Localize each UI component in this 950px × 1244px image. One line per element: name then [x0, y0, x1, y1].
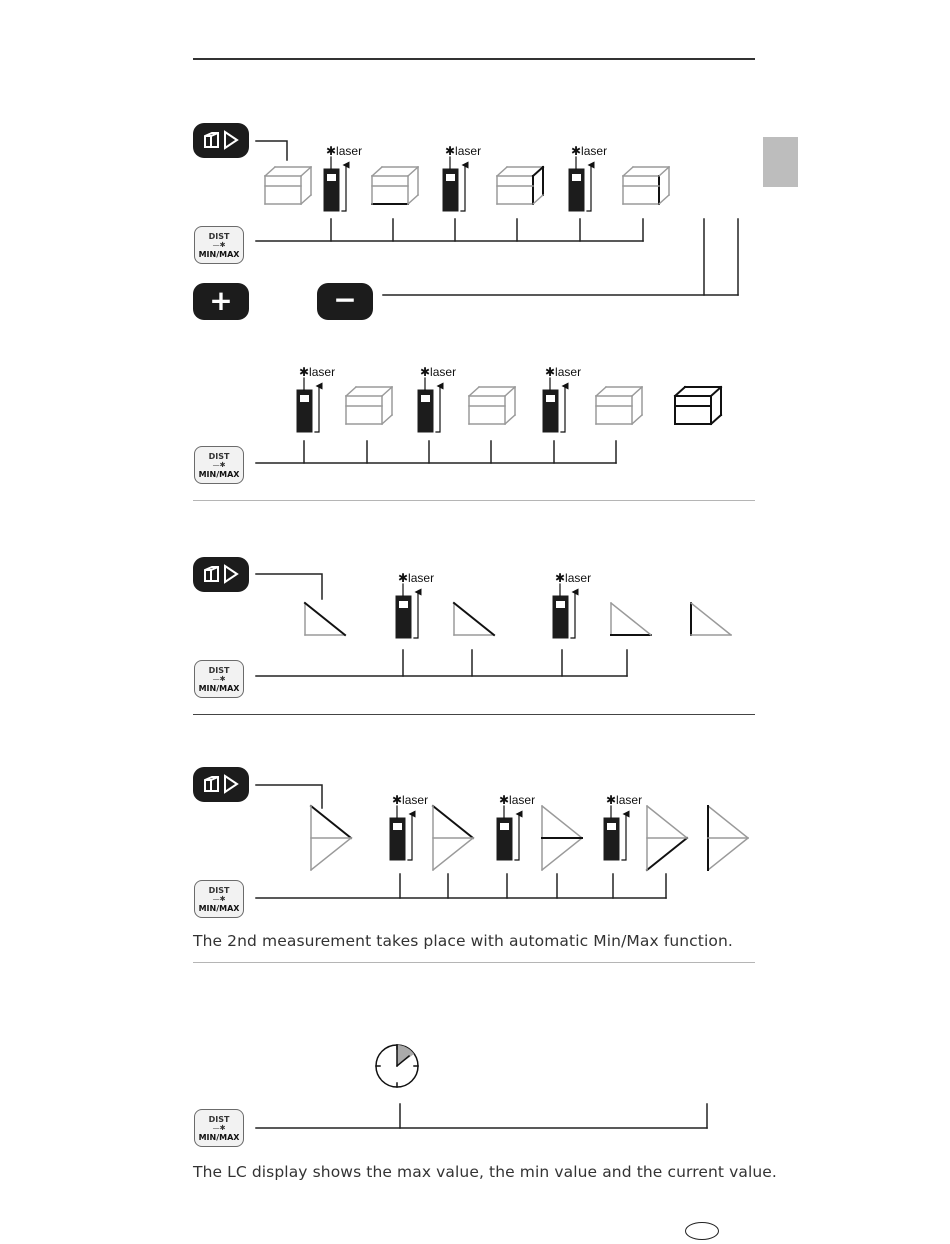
box-edge	[301, 195, 311, 204]
dist-label: DIST	[208, 666, 230, 675]
pythagoras-icon	[708, 806, 748, 870]
laser-meter-icon	[497, 793, 535, 860]
box-edge	[505, 387, 515, 396]
triangle-edge	[454, 603, 494, 635]
room-box-icon	[675, 387, 721, 424]
laser-beam-icon	[571, 592, 575, 638]
minmax-label: MIN/MAX	[198, 1133, 240, 1142]
triangle-edge	[311, 838, 351, 870]
triangle-edge	[611, 603, 651, 635]
triangle-edge	[708, 806, 748, 838]
room-box-icon	[346, 387, 392, 424]
box-edge	[497, 167, 507, 176]
box-edge	[675, 387, 685, 396]
lc-display-caption: The LC display shows the max value, the min value and the current value.	[193, 1163, 777, 1181]
box-edge	[711, 415, 721, 424]
box-edge	[382, 415, 392, 424]
function-connector	[256, 141, 287, 160]
box-edge	[596, 387, 606, 396]
device-screen	[607, 823, 616, 830]
box-edge	[632, 415, 642, 424]
laser-meter-icon	[604, 793, 642, 860]
laser-beam-icon	[342, 165, 346, 211]
triangle-edge	[647, 838, 687, 870]
room-box-icon	[596, 387, 642, 424]
laser-label: ✱laser	[606, 793, 643, 807]
laser-label: ✱laser	[571, 144, 608, 158]
laser-beam-icon	[561, 386, 565, 432]
triangle-edge	[647, 806, 687, 838]
laser-meter-icon	[443, 144, 481, 211]
device-screen	[572, 174, 581, 181]
pythagoras-icon	[542, 806, 582, 870]
triangle-edge	[433, 806, 473, 838]
laser-label: ✱laser	[392, 793, 429, 807]
box-edge	[623, 167, 633, 176]
laser-meter-icon	[569, 144, 607, 211]
minmax-label: MIN/MAX	[198, 250, 240, 259]
triangle-edge	[542, 838, 582, 870]
laser-label: ✱laser	[420, 365, 457, 379]
laser-beam-icon	[461, 165, 465, 211]
language-badge	[685, 1222, 719, 1240]
minmax-label: MIN/MAX	[198, 470, 240, 479]
device-screen	[546, 395, 555, 402]
laser-beam-icon	[436, 386, 440, 432]
plus-label: +	[209, 284, 233, 317]
laser-meter-icon	[418, 365, 456, 432]
device-screen	[446, 174, 455, 181]
device-screen	[500, 823, 509, 830]
device-screen	[393, 823, 402, 830]
laser-meter-icon	[324, 144, 362, 211]
laser-star-icon: —✱	[212, 895, 226, 903]
box-edge	[533, 195, 543, 204]
function-connector	[256, 785, 322, 808]
triangle-edge	[542, 806, 582, 838]
pythagoras-icon	[433, 806, 473, 870]
box-edge	[346, 387, 356, 396]
clock-icon	[376, 1045, 418, 1087]
pythagoras-icon	[647, 806, 687, 870]
triangle-edge	[311, 806, 351, 838]
triangle-edge	[305, 603, 345, 635]
laser-beam-icon	[408, 814, 412, 860]
triangle-edge	[433, 838, 473, 870]
device-screen	[399, 601, 408, 608]
laser-meter-icon	[553, 571, 591, 638]
laser-label: ✱laser	[545, 365, 582, 379]
function-connector	[256, 574, 322, 599]
dist-label: DIST	[208, 1115, 230, 1124]
room-box-icon	[469, 387, 515, 424]
laser-star-icon: —✱	[212, 241, 226, 249]
box-edge	[659, 167, 669, 176]
laser-beam-icon	[587, 165, 591, 211]
box-edge	[533, 167, 543, 176]
box-edge	[408, 167, 418, 176]
dist-label: DIST	[208, 452, 230, 461]
triangle-icon	[454, 603, 494, 635]
laser-beam-icon	[315, 386, 319, 432]
room-box-icon	[372, 167, 418, 204]
triangle-icon	[691, 603, 731, 635]
laser-star-icon: —✱	[212, 1124, 226, 1132]
triangle-icon	[305, 603, 345, 635]
triangle-icon	[611, 603, 651, 635]
room-box-icon	[497, 167, 543, 204]
triangle-edge	[691, 603, 731, 635]
box-edge	[382, 387, 392, 396]
box-edge	[408, 195, 418, 204]
device-screen	[327, 174, 336, 181]
box-edge	[505, 415, 515, 424]
box-edge	[632, 387, 642, 396]
minmax-label: MIN/MAX	[198, 904, 240, 913]
box-edge	[711, 387, 721, 396]
laser-label: ✱laser	[555, 571, 592, 585]
laser-label: ✱laser	[445, 144, 482, 158]
laser-meter-icon	[543, 365, 581, 432]
dist-label: DIST	[208, 886, 230, 895]
laser-beam-icon	[622, 814, 626, 860]
minus-label: −	[333, 283, 357, 316]
box-edge	[301, 167, 311, 176]
laser-label: ✱laser	[299, 365, 336, 379]
room-box-icon	[623, 167, 669, 204]
laser-meter-icon	[297, 365, 335, 432]
minmax-label: MIN/MAX	[198, 684, 240, 693]
laser-beam-icon	[414, 592, 418, 638]
laser-meter-icon	[396, 571, 434, 638]
box-edge	[372, 167, 382, 176]
laser-label: ✱laser	[326, 144, 363, 158]
laser-star-icon: —✱	[212, 675, 226, 683]
laser-meter-icon	[390, 793, 428, 860]
device-screen	[556, 601, 565, 608]
laser-label: ✱laser	[398, 571, 435, 585]
box-edge	[659, 195, 669, 204]
laser-beam-icon	[515, 814, 519, 860]
minmax-caption: The 2nd measurement takes place with automatic Min/Max function.	[193, 932, 733, 950]
device-screen	[300, 395, 309, 402]
triangle-edge	[708, 838, 748, 870]
device-screen	[421, 395, 430, 402]
laser-star-icon: —✱	[212, 461, 226, 469]
box-edge	[265, 167, 275, 176]
dist-label: DIST	[208, 232, 230, 241]
pythagoras-icon	[311, 806, 351, 870]
laser-label: ✱laser	[499, 793, 536, 807]
box-edge	[469, 387, 479, 396]
room-box-icon	[265, 167, 311, 204]
